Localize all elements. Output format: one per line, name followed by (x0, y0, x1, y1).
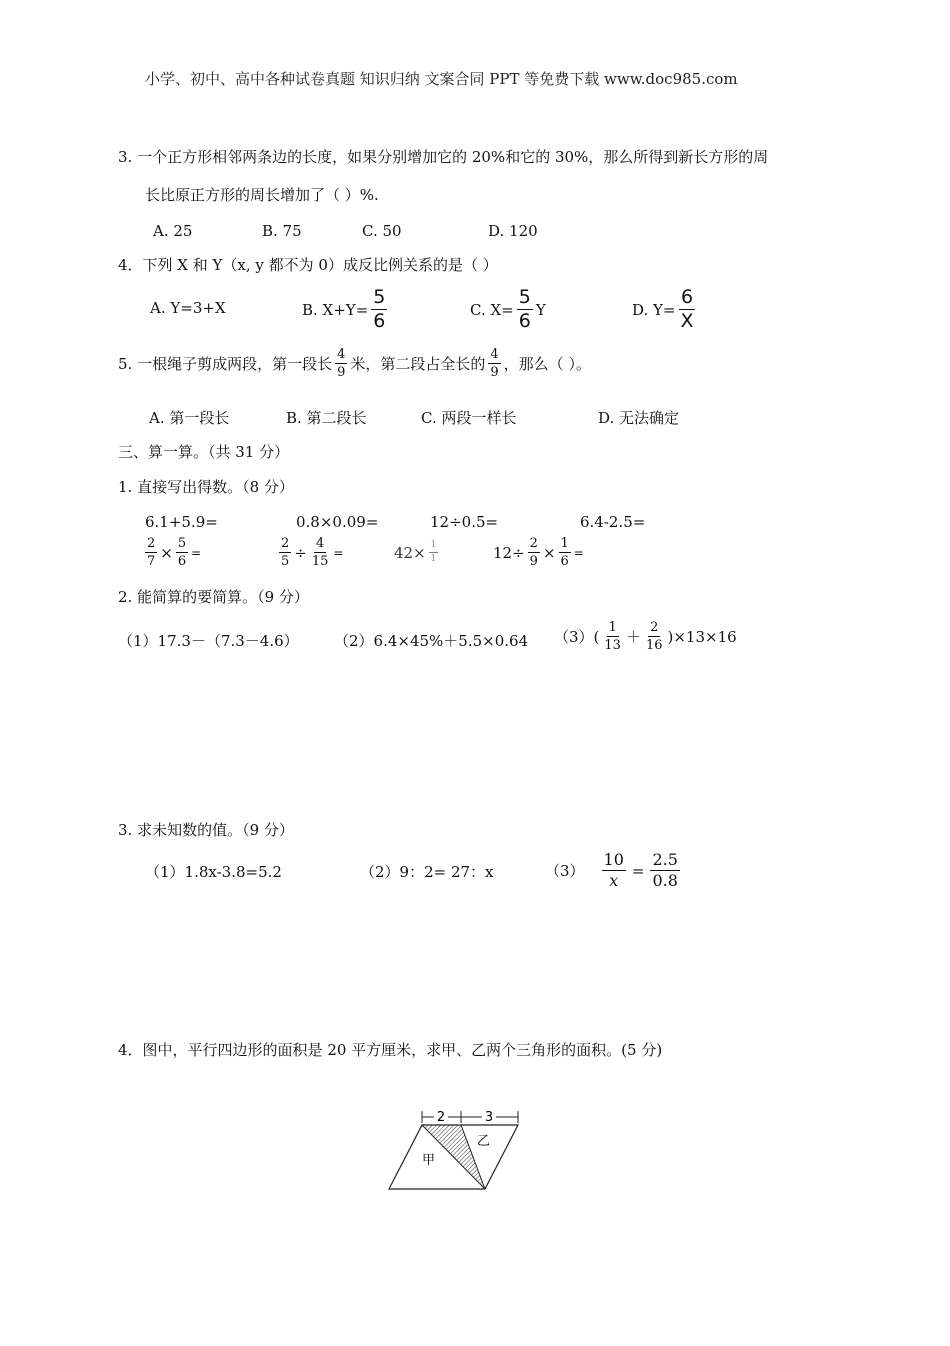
fraction-numerator: 10 (603, 850, 624, 869)
simplify-3-suffix: )×13×16 (667, 627, 737, 646)
q4-option-c-fraction (517, 288, 533, 331)
calc-4: 6.4-2.5= (580, 513, 646, 531)
calc-7-fraction (429, 541, 439, 564)
fraction-denominator: 0.8 (652, 871, 678, 890)
fraction-denominator: 16 (645, 638, 663, 653)
simplify-1: （1）17.3－（7.3－4.6） (118, 632, 299, 650)
simplify-3-fraction-a (602, 621, 623, 652)
simplify-3 (554, 621, 737, 652)
fraction-denominator: 1 (430, 554, 437, 564)
fraction-numerator: 2 (529, 536, 538, 551)
calc-7 (394, 541, 441, 564)
q3-option-a: A. 25 (153, 222, 193, 240)
calc-6-equals: = (333, 545, 344, 560)
calc-6-operator: ÷ (294, 543, 307, 562)
q5-part2: 米，第二段占全长的 (350, 354, 486, 373)
q4-option-b-fraction (371, 288, 387, 331)
q5-part3: ，那么（ ）。 (503, 354, 591, 373)
fraction-denominator: 9 (337, 365, 346, 380)
solve-3-fraction-b (650, 852, 679, 889)
calc-6-fraction-a (279, 537, 291, 568)
calc-7-prefix: 42× (394, 543, 426, 562)
q3-option-c: C. 50 (362, 222, 402, 240)
fraction-numerator: 1 (608, 620, 617, 635)
q3-option-d: D. 120 (488, 222, 538, 240)
fraction-denominator: 5 (281, 554, 290, 569)
fraction-numerator: 5 (373, 286, 386, 308)
calc-8-equals: = (573, 545, 584, 560)
fraction-denominator: 6 (518, 310, 531, 332)
calc-5-fraction-a (145, 537, 157, 568)
fraction-denominator: 9 (490, 365, 499, 380)
calc-6 (276, 537, 343, 568)
calc-6-fraction-b (310, 537, 331, 568)
dim-label-left: 2 (436, 1110, 446, 1125)
parallelogram-figure (380, 1105, 530, 1195)
solve-3 (545, 852, 683, 889)
q4-option-d (632, 288, 699, 331)
q4-option-c-prefix: C. X= (470, 300, 514, 319)
fraction-numerator: 2 (147, 536, 156, 551)
fraction-numerator: 2 (281, 536, 290, 551)
fraction-numerator: 4 (490, 347, 499, 362)
fraction-numerator: 5 (518, 286, 531, 308)
page-header: 小学、初中、高中各种试卷真题 知识归纳 文案合同 PPT 等免费下载 www.doc985.com (145, 70, 738, 88)
solve-3-fraction-a (602, 852, 626, 889)
calc-2: 0.8×0.09= (296, 513, 379, 531)
calc-8-operator: × (542, 543, 556, 562)
fraction-denominator: 9 (529, 554, 538, 569)
fraction-numerator: 5 (177, 536, 187, 551)
dim-label-right: 3 (484, 1110, 494, 1125)
solve-3-prefix: （3） (545, 861, 585, 880)
label-yi: 乙 (477, 1134, 491, 1149)
fraction-denominator: 6 (560, 554, 569, 569)
calc-8-fraction-b (559, 537, 571, 568)
calc-8 (493, 537, 584, 568)
fraction-numerator: 2.5 (652, 850, 678, 869)
fraction-denominator: 13 (604, 638, 621, 653)
q5-part1: 5. 一根绳子剪成两段，第一段长 (118, 354, 333, 373)
q4-option-b (302, 288, 390, 331)
section3-part1-title: 1. 直接写出得数。（8 分） (118, 478, 294, 496)
section3-part3-title: 3. 求未知数的值。（9 分） (118, 821, 294, 839)
q5-option-d: D. 无法确定 (598, 409, 680, 427)
section3-title: 三、算一算。（共 31 分） (118, 443, 290, 461)
q4-option-d-prefix: D. Y= (632, 300, 676, 319)
q5-fraction-1 (335, 348, 347, 379)
q4-option-d-fraction (679, 288, 696, 331)
fraction-numerator: 6 (680, 286, 694, 308)
calc-1: 6.1+5.9= (145, 513, 218, 531)
solve-2: （2）9：2= 27：x (360, 863, 494, 881)
q3-line2: 长比原正方形的周长增加了（ ）%. (145, 186, 379, 204)
q4-option-a: A. Y=3+X (150, 299, 226, 317)
solve-3-equals: = (631, 861, 645, 880)
q3-line1: 3. 一个正方形相邻两条边的长度，如果分别增加它的 20%和它的 30%，那么所得到新长方形的周 (118, 148, 769, 166)
q4-option-b-prefix: B. X+Y= (302, 300, 369, 319)
solve-1: （1）1.8x-3.8=5.2 (145, 863, 282, 881)
fraction-numerator: 1 (429, 541, 439, 553)
q4-stem: 4．下列 X 和 Y（x, y 都不为 0）成反比例关系的是（ ） (118, 256, 498, 274)
q5-option-c: C. 两段一样长 (421, 409, 517, 427)
fraction-denominator: 6 (373, 310, 386, 332)
calc-8-prefix: 12÷ (493, 543, 525, 562)
q5-option-b: B. 第二段长 (286, 409, 367, 427)
fraction-denominator: X (680, 310, 694, 332)
q4-option-c-suffix: Y (535, 300, 546, 319)
q5-fraction-2 (488, 348, 500, 379)
simplify-3-fraction-b (644, 621, 665, 652)
simplify-3-operator: ＋ (625, 627, 641, 646)
q5-stem (118, 348, 591, 379)
simplify-3-prefix: （3）( (554, 627, 600, 646)
calc-8-fraction-a (528, 537, 540, 568)
q4-option-c (470, 288, 546, 331)
fraction-denominator: 15 (311, 554, 329, 569)
label-jia: 甲 (422, 1153, 436, 1168)
fraction-denominator: x (609, 871, 619, 890)
calc-5-equals: = (191, 545, 202, 560)
fraction-numerator: 1 (560, 536, 569, 551)
simplify-2: （2）6.4×45%＋5.5×0.64 (334, 632, 529, 650)
fraction-denominator: 7 (147, 554, 156, 569)
fraction-denominator: 6 (177, 554, 187, 569)
q3-option-b: B. 75 (262, 222, 302, 240)
section3-part4-title: 4．图中，平行四边形的面积是 20 平方厘米，求甲、乙两个三角形的面积。(5 分) (118, 1041, 663, 1059)
calc-5-operator: × (160, 543, 173, 562)
fraction-numerator: 4 (315, 536, 325, 551)
fraction-numerator: 4 (337, 347, 346, 362)
calc-3: 12÷0.5= (430, 513, 499, 531)
calc-5 (142, 537, 201, 568)
fraction-numerator: 2 (650, 620, 659, 635)
q5-option-a: A. 第一段长 (149, 409, 230, 427)
section3-part2-title: 2. 能简算的要简算。（9 分） (118, 588, 309, 606)
calc-5-fraction-b (176, 537, 188, 568)
